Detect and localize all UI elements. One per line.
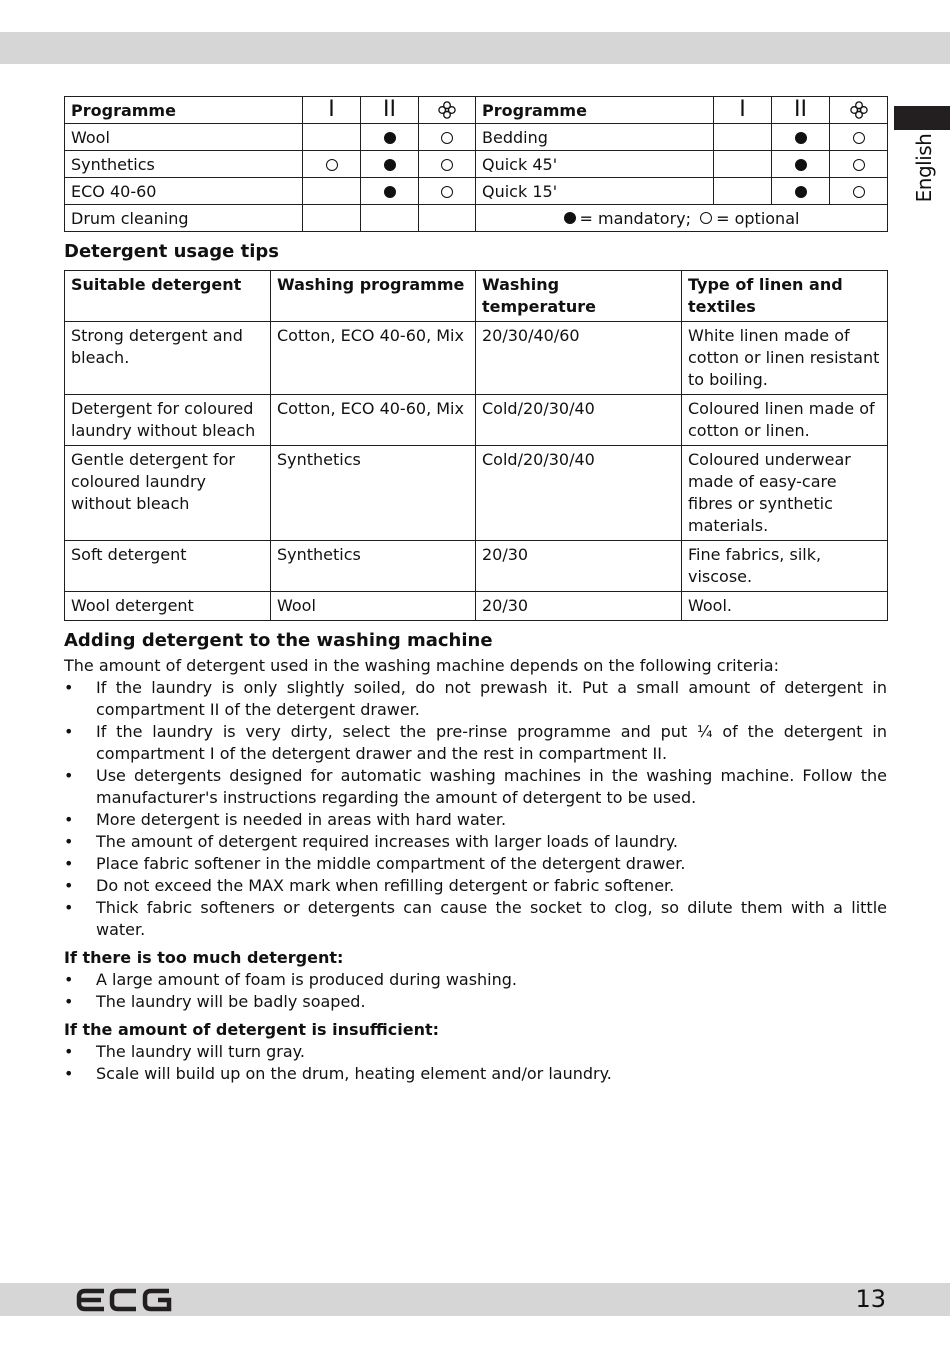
table-cell: Detergent for coloured laundry without bleach xyxy=(65,395,271,446)
programme-name: Wool xyxy=(65,124,303,151)
detergent-tips-table xyxy=(64,270,888,621)
table-row xyxy=(65,446,888,541)
subheading-too-much: If there is too much detergent: xyxy=(64,948,344,967)
table-cell: Cold/20/30/40 xyxy=(476,395,682,446)
detergent-tips-header xyxy=(65,271,888,322)
table-cell: Soft detergent xyxy=(65,541,271,592)
table-cell: Cotton, ECO 40-60, Mix xyxy=(271,322,476,395)
open-dot-icon xyxy=(700,212,712,224)
programme-name: Quick 45' xyxy=(476,151,714,178)
programme-name: Synthetics xyxy=(65,151,303,178)
table-row xyxy=(65,322,888,395)
list-item: • If the laundry is only slightly soiled, do not prewash it. Put a small amount of detergent in compartment II of the detergent drawer. xyxy=(64,677,887,721)
mark-cell xyxy=(772,178,830,205)
programme-table xyxy=(64,96,888,232)
mark-cell xyxy=(419,178,476,205)
legend-mandatory: = mandatory; xyxy=(579,208,692,228)
open-dot-icon xyxy=(441,159,453,171)
table-row xyxy=(65,124,888,151)
compartment-i-header: I xyxy=(328,97,335,122)
open-dot-icon xyxy=(441,186,453,198)
filled-dot-icon xyxy=(795,159,807,171)
section-title-adding-detergent: Adding detergent to the washing machine xyxy=(64,630,493,651)
open-dot-icon xyxy=(441,132,453,144)
mark-cell xyxy=(419,205,476,232)
table-cell: Coloured linen made of cotton or linen. xyxy=(682,395,888,446)
flower-icon xyxy=(849,100,869,120)
filled-dot-icon xyxy=(384,132,396,144)
table-cell: 20/30/40/60 xyxy=(476,322,682,395)
mark-cell xyxy=(303,205,361,232)
table-cell: Synthetics xyxy=(271,541,476,592)
intro-paragraph: The amount of detergent used in the washing machine depends on the following criteria: xyxy=(64,656,779,675)
table-cell: Fine fabrics, silk, viscose. xyxy=(682,541,888,592)
list-item: • Scale will build up on the drum, heating element and/or laundry. xyxy=(64,1063,887,1085)
table-cell: Wool detergent xyxy=(65,592,271,621)
open-dot-icon xyxy=(326,159,338,171)
mark-cell xyxy=(303,178,361,205)
column-header: Type of linen and textiles xyxy=(682,271,888,322)
programme-header-right: Programme xyxy=(476,97,714,124)
mark-cell xyxy=(419,151,476,178)
mark-cell xyxy=(714,178,772,205)
mark-cell xyxy=(772,124,830,151)
open-dot-icon xyxy=(853,159,865,171)
mark-cell xyxy=(361,178,419,205)
table-cell: Wool xyxy=(271,592,476,621)
table-cell: Gentle detergent for coloured laundry without bleach xyxy=(65,446,271,541)
filled-dot-icon xyxy=(564,212,576,224)
programme-name: Quick 15' xyxy=(476,178,714,205)
column-header: Washing programme xyxy=(271,271,476,322)
table-cell: Wool. xyxy=(682,592,888,621)
table-row xyxy=(65,151,888,178)
legend xyxy=(476,205,888,232)
mark-cell xyxy=(303,124,361,151)
header-bar xyxy=(0,32,950,64)
compartment-ii-header: II xyxy=(383,97,396,122)
table-cell: Coloured underwear made of easy-care fibres or synthetic materials. xyxy=(682,446,888,541)
table-row xyxy=(65,395,888,446)
mark-cell xyxy=(772,151,830,178)
legend-optional: = optional xyxy=(716,208,800,228)
programme-name: ECO 40-60 xyxy=(65,178,303,205)
mark-cell xyxy=(361,205,419,232)
table-cell: White linen made of cotton or linen resistant to boiling. xyxy=(682,322,888,395)
flower-icon xyxy=(437,100,457,120)
filled-dot-icon xyxy=(384,186,396,198)
filled-dot-icon xyxy=(795,132,807,144)
programme-name: Bedding xyxy=(476,124,714,151)
insufficient-list xyxy=(64,1041,887,1085)
subheading-insufficient: If the amount of detergent is insufficient: xyxy=(64,1020,440,1039)
too-much-list xyxy=(64,969,887,1013)
table-row xyxy=(65,178,888,205)
mark-cell xyxy=(361,124,419,151)
page-number: 13 xyxy=(855,1285,886,1313)
mark-cell xyxy=(714,124,772,151)
list-item: • Do not exceed the MAX mark when refilling detergent or fabric softener. xyxy=(64,875,887,897)
table-cell: Synthetics xyxy=(271,446,476,541)
table-cell: 20/30 xyxy=(476,541,682,592)
table-cell: Cotton, ECO 40-60, Mix xyxy=(271,395,476,446)
mark-cell xyxy=(419,124,476,151)
list-item: • More detergent is needed in areas with hard water. xyxy=(64,809,887,831)
compartment-i-header-right: I xyxy=(739,97,746,122)
mark-cell xyxy=(303,151,361,178)
table-row xyxy=(65,541,888,592)
column-header: Washing temperature xyxy=(476,271,682,322)
list-item: • The laundry will be badly soaped. xyxy=(64,991,887,1013)
list-item: • The amount of detergent required increases with larger loads of laundry. xyxy=(64,831,887,853)
language-tab xyxy=(894,106,950,130)
mark-cell xyxy=(830,178,888,205)
list-item: • A large amount of foam is produced during washing. xyxy=(64,969,887,991)
mark-cell xyxy=(830,151,888,178)
compartment-ii-header-right: II xyxy=(794,97,807,122)
list-item: • Use detergents designed for automatic washing machines in the washing machine. Follow the manufacturer's instructions regarding the amount of detergent to be used. xyxy=(64,765,887,809)
open-dot-icon xyxy=(853,186,865,198)
table-cell: Cold/20/30/40 xyxy=(476,446,682,541)
open-dot-icon xyxy=(853,132,865,144)
programme-name: Drum cleaning xyxy=(65,205,303,232)
list-item: • The laundry will turn gray. xyxy=(64,1041,887,1063)
section-title-detergent-tips: Detergent usage tips xyxy=(64,241,280,262)
programme-table-header xyxy=(65,97,888,124)
table-cell: Strong detergent and bleach. xyxy=(65,322,271,395)
list-item: • If the laundry is very dirty, select the pre-rinse programme and put ¼ of the detergent in compartment I of the detergent drawer and the rest in compartment II. xyxy=(64,721,887,765)
filled-dot-icon xyxy=(795,186,807,198)
language-label: English xyxy=(912,133,936,203)
table-cell: 20/30 xyxy=(476,592,682,621)
programme-header: Programme xyxy=(65,97,303,124)
table-row xyxy=(65,592,888,621)
column-header: Suitable detergent xyxy=(65,271,271,322)
mark-cell xyxy=(361,151,419,178)
table-row xyxy=(65,205,888,232)
mark-cell xyxy=(714,151,772,178)
criteria-list xyxy=(64,677,887,941)
list-item: • Thick fabric softeners or detergents can cause the socket to clog, so dilute them with a little water. xyxy=(64,897,887,941)
list-item: • Place fabric softener in the middle compartment of the detergent drawer. xyxy=(64,853,887,875)
filled-dot-icon xyxy=(384,159,396,171)
page-content xyxy=(64,96,887,1085)
mark-cell xyxy=(830,124,888,151)
ecg-logo xyxy=(76,1288,172,1312)
